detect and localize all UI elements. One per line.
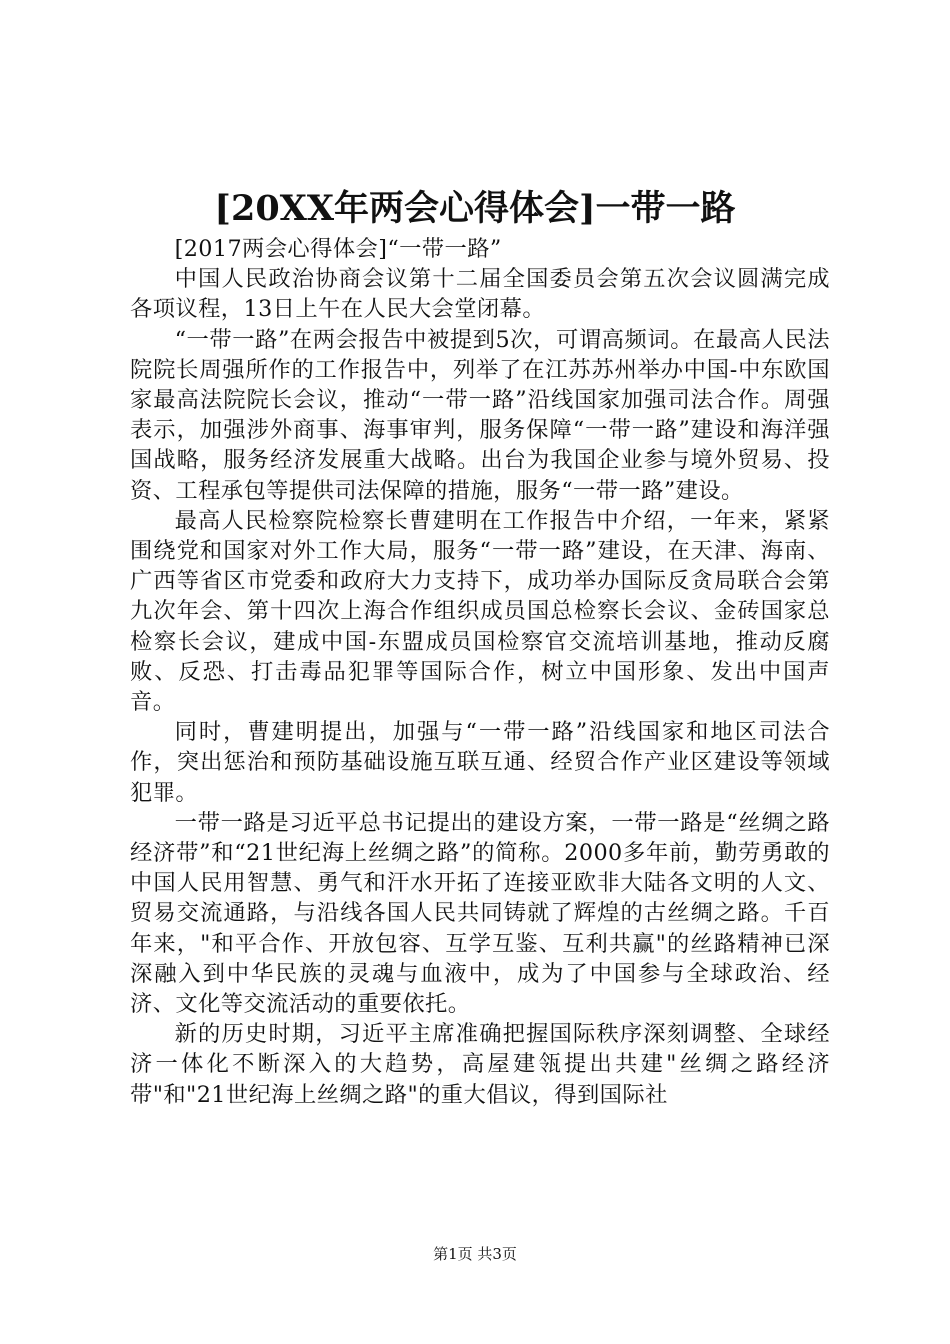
paragraph-supreme-court: “一带一路”在两会报告中被提到5次，可谓高频词。在最高人民法院院长周强所作的工作报告中，列举了在江苏苏州举办中国-中东欧国家最高法院院长会议，推动“一带一路”沿线国家加强司法合作。周强表示，加强涉外商事、海事审判，服务保障“一带一路”建设和海洋强国战略，服务经济发展重大战略。出台为我国企业参与境外贸易、投资、工程承包等提供司法保障的措施，服务“一带一路”建设。: [130, 326, 830, 504]
paragraph-judicial-cooperation: 同时，曹建明提出，加强与“一带一路”沿线国家和地区司法合作，突出惩治和预防基础设施互联互通、经贸合作产业区建设等领域犯罪。: [130, 719, 830, 806]
paragraph-subtitle: [2017两会心得体会]“一带一路”: [174, 236, 502, 262]
paragraph-procuratorate: 最高人民检察院检察长曹建明在工作报告中介绍，一年来，紧紧围绕党和国家对外工作大局，服务“一带一路”建设，在天津、海南、广西等省区市党委和政府大力支持下，成功举办国际反贪局联合会第九次年会、第十四次上海合作组织成员国总检察长会议、金砖国家总检察长会议，建成中国-东盟成员国检察官交流培训基地，推动反腐败、反恐、打击毒品犯罪等国际合作，树立中国形象、发出中国声音。: [130, 507, 830, 716]
document-body: [130, 234, 830, 1110]
page-number-footer: 第1页 共3页: [433, 1245, 517, 1263]
paragraph-new-era: 新的历史时期，习近平主席准确把握国际秩序深刻调整、全球经济一体化不断深入的大趋势，高屋建瓴提出共建"丝绸之路经济带"和"21世纪海上丝绸之路"的重大倡议，得到国际社: [130, 1021, 830, 1108]
paragraph-silk-road: 一带一路是习近平总书记提出的建设方案，一带一路是“丝绸之路经济带”和“21世纪海上丝绸之路”的简称。2000多年前，勤劳勇敢的中国人民用智慧、勇气和汗水开拓了连接亚欧非大陆各文明的人文、贸易交流通路，与沿线各国人民共同铸就了辉煌的古丝绸之路。千百年来，"和平合作、开放包容、互学互鉴、互利共赢"的丝路精神已深深融入到中华民族的灵魂与血液中，成为了中国参与全球政治、经济、文化等交流活动的重要依托。: [130, 809, 830, 1018]
document-title: [20XX年两会心得体会]一带一路: [214, 188, 736, 229]
paragraph-cppcc-closing: 中国人民政治协商会议第十二届全国委员会第五次会议圆满完成各项议程，13日上午在人民大会堂闭幕。: [130, 266, 830, 323]
